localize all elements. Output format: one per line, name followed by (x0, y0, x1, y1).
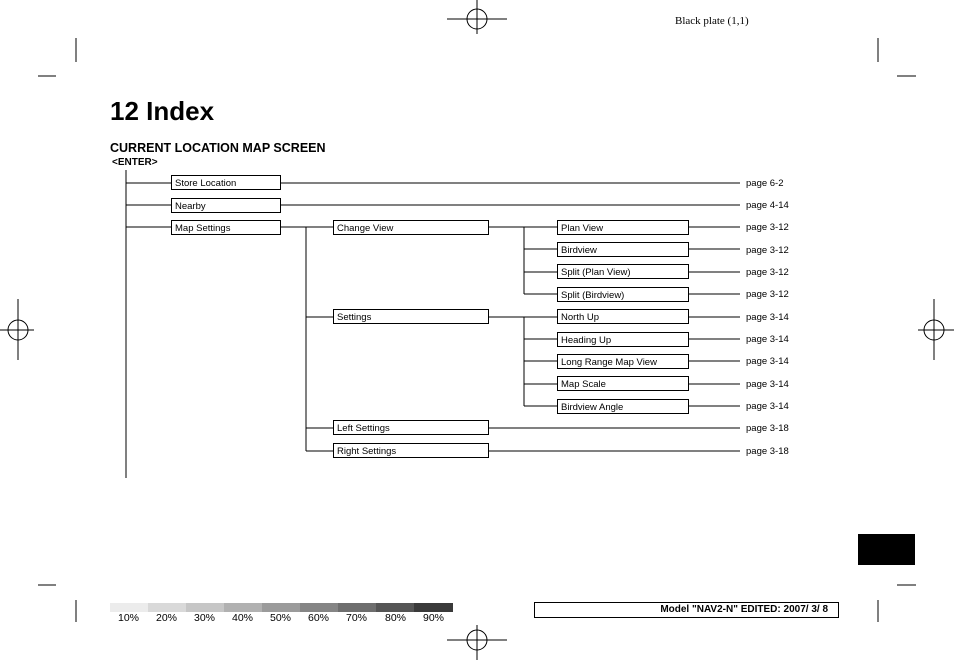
page-ref-split-birdview: page 3-12 (746, 289, 789, 300)
gray-step-70 (338, 603, 376, 612)
menu-map-scale: Map Scale (557, 376, 689, 391)
menu-split-birdview: Split (Birdview) (557, 287, 689, 302)
menu-map-settings: Map Settings (171, 220, 281, 235)
menu-split-plan-view: Split (Plan View) (557, 264, 689, 279)
menu-birdview-angle: Birdview Angle (557, 399, 689, 414)
pct-40: 40% (232, 612, 254, 624)
gray-step-10 (110, 603, 148, 612)
gray-step-50 (262, 603, 300, 612)
page-ref-nearby: page 4-14 (746, 200, 789, 211)
menu-long-range-map-view: Long Range Map View (557, 354, 689, 369)
page-ref-store-location: page 6-2 (746, 178, 784, 189)
pct-80: 80% (385, 612, 407, 624)
menu-heading-up: Heading Up (557, 332, 689, 347)
pct-30: 30% (194, 612, 216, 624)
page-ref-split-plan-view: page 3-12 (746, 267, 789, 278)
registration-mark-bottom (447, 625, 507, 660)
section-heading: CURRENT LOCATION MAP SCREEN (110, 141, 326, 155)
menu-right-settings: Right Settings (333, 443, 489, 458)
menu-nearby: Nearby (171, 198, 281, 213)
page-title: 12 Index (110, 96, 215, 126)
menu-store-location: Store Location (171, 175, 281, 190)
pct-70: 70% (346, 612, 368, 624)
gray-step-80 (376, 603, 414, 612)
menu-left-settings: Left Settings (333, 420, 489, 435)
page-ref-heading-up: page 3-14 (746, 334, 789, 345)
gray-step-40 (224, 603, 262, 612)
page-ref-left-settings: page 3-18 (746, 423, 789, 434)
gray-step-60 (300, 603, 338, 612)
menu-change-view: Change View (333, 220, 489, 235)
pct-60: 60% (308, 612, 330, 624)
gray-step-90 (414, 603, 453, 612)
pct-20: 20% (156, 612, 178, 624)
gray-step-20 (148, 603, 186, 612)
page-ref-birdview-angle: page 3-14 (746, 401, 789, 412)
pct-90: 90% (423, 612, 445, 624)
registration-mark-left (0, 299, 34, 360)
page-ref-birdview: page 3-12 (746, 245, 789, 256)
page-ref-right-settings: page 3-18 (746, 446, 789, 457)
chapter-tab (858, 534, 915, 565)
menu-settings: Settings (333, 309, 489, 324)
page-ref-long-range-map-view: page 3-14 (746, 356, 789, 367)
registration-mark-right (918, 299, 954, 360)
menu-birdview: Birdview (557, 242, 689, 257)
registration-mark-top (447, 0, 507, 34)
pct-10: 10% (118, 612, 140, 624)
model-edited-label: Model "NAV2-N" EDITED: 2007/ 3/ 8 (534, 602, 839, 618)
plate-label: Black plate (1,1) (675, 15, 749, 27)
menu-north-up: North Up (557, 309, 689, 324)
page-ref-plan-view: page 3-12 (746, 222, 789, 233)
page-ref-north-up: page 3-14 (746, 312, 789, 323)
page-ref-map-scale: page 3-14 (746, 379, 789, 390)
enter-key-label: <ENTER> (112, 157, 158, 168)
gray-step-30 (186, 603, 224, 612)
pct-50: 50% (270, 612, 292, 624)
menu-plan-view: Plan View (557, 220, 689, 235)
